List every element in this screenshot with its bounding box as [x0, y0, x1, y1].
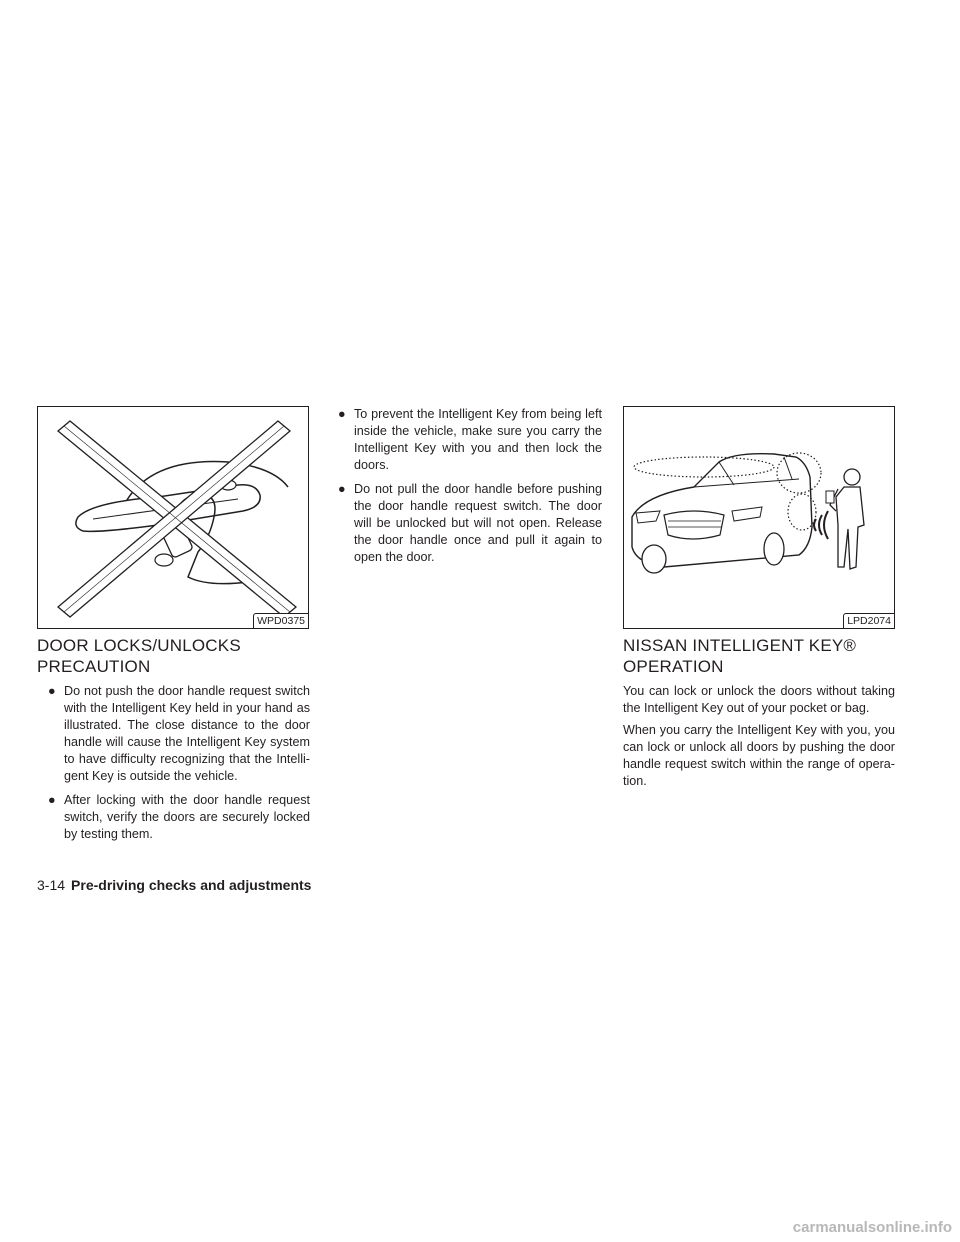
key-caution-bullet-list: [338, 406, 602, 573]
heading-line: PRECAUTION: [37, 657, 151, 676]
heading-line: OPERATION: [623, 657, 724, 676]
paragraph: You can lock or unlock the doors without taking the Intelligent Key out of your pocket or bag.: [623, 684, 895, 715]
bullet-icon: ●: [48, 684, 56, 698]
heading-line: NISSAN INTELLIGENT KEY®: [623, 636, 857, 655]
bullet-text: Do not pull the door handle before pushing the door handle request switch. The door will be unlocked but will not open. Release the door handle once and pull it again to open the door.: [354, 482, 602, 564]
list-item: [48, 683, 310, 785]
bullet-icon: ●: [338, 482, 346, 496]
section-heading-door-locks: [37, 635, 241, 677]
list-item: [48, 792, 310, 843]
door-handle-illustration: [38, 407, 310, 630]
heading-line: DOOR LOCKS/UNLOCKS: [37, 636, 241, 655]
list-item: [338, 406, 602, 474]
figure-intelligent-key-operation: [623, 406, 895, 629]
car-and-person-illustration: [624, 407, 896, 630]
section-title: Pre-driving checks and adjustments: [71, 877, 312, 893]
figure-door-handle-prohibited: [37, 406, 309, 629]
list-item: [338, 481, 602, 566]
bullet-icon: ●: [48, 793, 56, 807]
bullet-text: Do not push the door handle request switch with the Intelligent Key held in your hand as illustrated. The close distance to the door handle will cause the Intelligent Key system to have difficulty recognizing that the Intelli-gent Key is outside the vehicle.: [64, 684, 310, 783]
section-heading-intelligent-key: [623, 635, 856, 677]
bullet-icon: ●: [338, 407, 346, 421]
precaution-bullet-list: [48, 683, 310, 850]
figure-code: WPD0375: [253, 613, 308, 628]
page-footer: [37, 876, 311, 894]
watermark: carmanualsonline.info: [792, 1219, 952, 1236]
paragraph: When you carry the Intelligent Key with you, you can lock or unlock all doors by pushing the door handle request switch within the range of opera-tion.: [623, 723, 895, 788]
page-number: 3-14: [37, 877, 66, 893]
figure-code: LPD2074: [843, 613, 894, 628]
bullet-text: After locking with the door handle request switch, verify the doors are securely locked by testing them.: [64, 793, 310, 841]
bullet-text: To prevent the Intelligent Key from being left inside the vehicle, make sure you carry the Intelligent Key with you and then lock the doors.: [354, 407, 602, 472]
